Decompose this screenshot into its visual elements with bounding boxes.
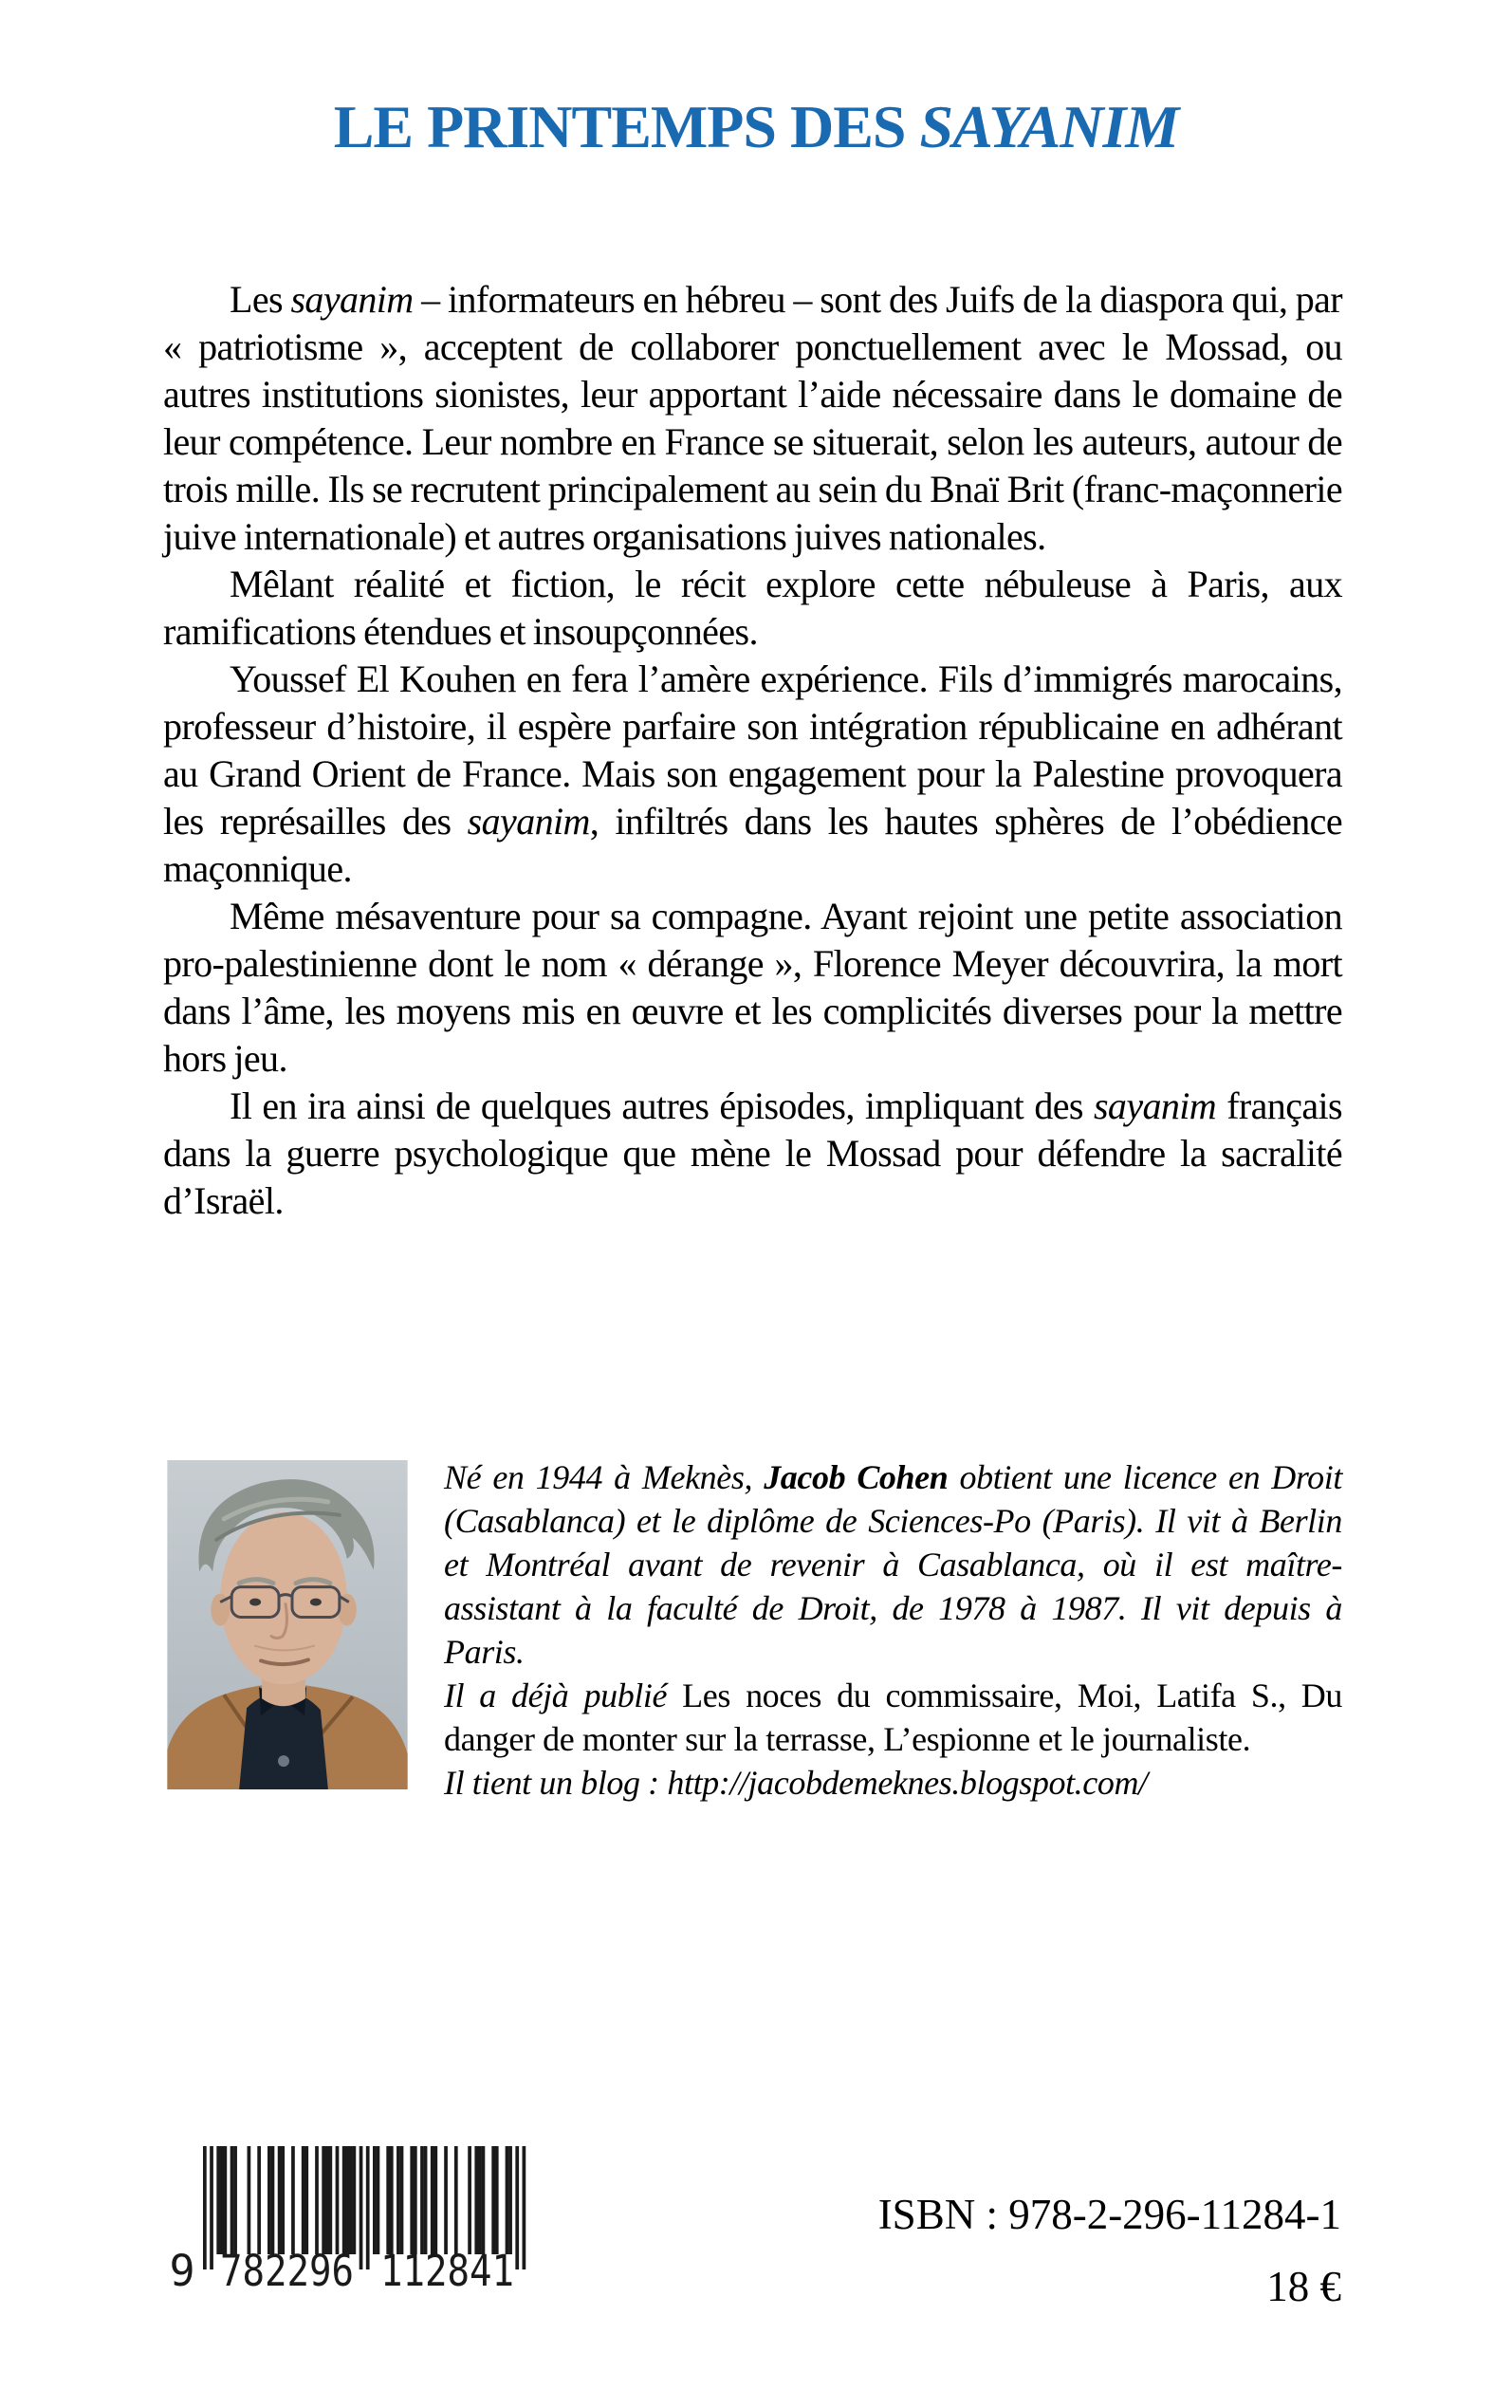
synopsis-section xyxy=(163,276,1342,1225)
text-paragraph: Né en 1944 à Meknès, Jacob Cohen obtient une licence en Droit (Casablanca) et le diplôme de Sciences-Po (Paris). Il vit à Berlin et Montréal avant de revenir à Casablanca, où il est maître-assistant à la faculté de Droit, de 1978 à 1987. Il vit depuis à Paris. xyxy=(444,1458,1342,1671)
author-bio xyxy=(444,1455,1342,1805)
barcode-section xyxy=(163,2146,527,2290)
text-paragraph: Même mésaventure pour sa compagne. Ayant rejoint une petite association pro-palestinienne dont le nom « dérange », Florence Meyer découvrira, la mort dans l’âme, les moyens mis en œuvre et les complicités diverses pour la mettre hors jeu. xyxy=(163,895,1342,1080)
author-photo xyxy=(167,1460,408,1789)
barcode-left-digits: 782296 xyxy=(220,2246,354,2290)
book-title xyxy=(0,93,1512,160)
ean13-barcode xyxy=(163,2146,527,2290)
portrait-illustration xyxy=(167,1460,408,1789)
barcode-right-digits: 112841 xyxy=(380,2246,514,2290)
text-paragraph: Les sayanim – informateurs en hébreu – sont des Juifs de la diaspora qui, par « patriotisme », acceptent de collaborer ponctuellement avec le Mossad, ou autres institutions sionistes, leur apportant l’aide nécessaire dans le domaine de leur compétence. Leur nombre en France se situerait, selon les auteurs, autour de trois mille. Ils se recrutent principalement au sein du Bnaï Brit (franc-maçonnerie juive internationale) et autres organisations juives nationales. xyxy=(163,278,1342,558)
text-paragraph: Mêlant réalité et fiction, le récit explore cette nébuleuse à Paris, aux ramifications étendues et insoupçonnées. xyxy=(163,563,1342,653)
book-title-emphasis: SAYANIM xyxy=(919,93,1179,160)
text-paragraph: Il tient un blog : http://jacobdemeknes.blogspot.com/ xyxy=(444,1764,1148,1802)
text-paragraph: Il en ira ainsi de quelques autres épisodes, impliquant des sayanim français dans la guerre psychologique que mène le Mossad pour défendre la sacralité d’Israël. xyxy=(163,1084,1342,1222)
isbn-text: ISBN : 978-2-296-11284-1 xyxy=(877,2191,1341,2238)
book-title-main: LE PRINTEMPS DES xyxy=(333,93,920,160)
price-text: 18 € xyxy=(1266,2263,1341,2310)
barcode-lead-digit: 9 xyxy=(169,2246,195,2290)
text-paragraph: Youssef El Kouhen en fera l’amère expérience. Fils d’immigrés marocains, professeur d’histoire, il espère parfaire son intégration républicaine en adhérant au Grand Orient de France. Mais son engagement pour la Palestine provoquera les représailles des sayanim, infiltrés dans les hautes sphères de l’obédience maçonnique. xyxy=(163,658,1342,890)
text-paragraph: Il a déjà publié Les noces du commissaire, Moi, Latifa S., Du danger de monter sur la terrasse, L’espionne et le journaliste. xyxy=(444,1676,1342,1758)
